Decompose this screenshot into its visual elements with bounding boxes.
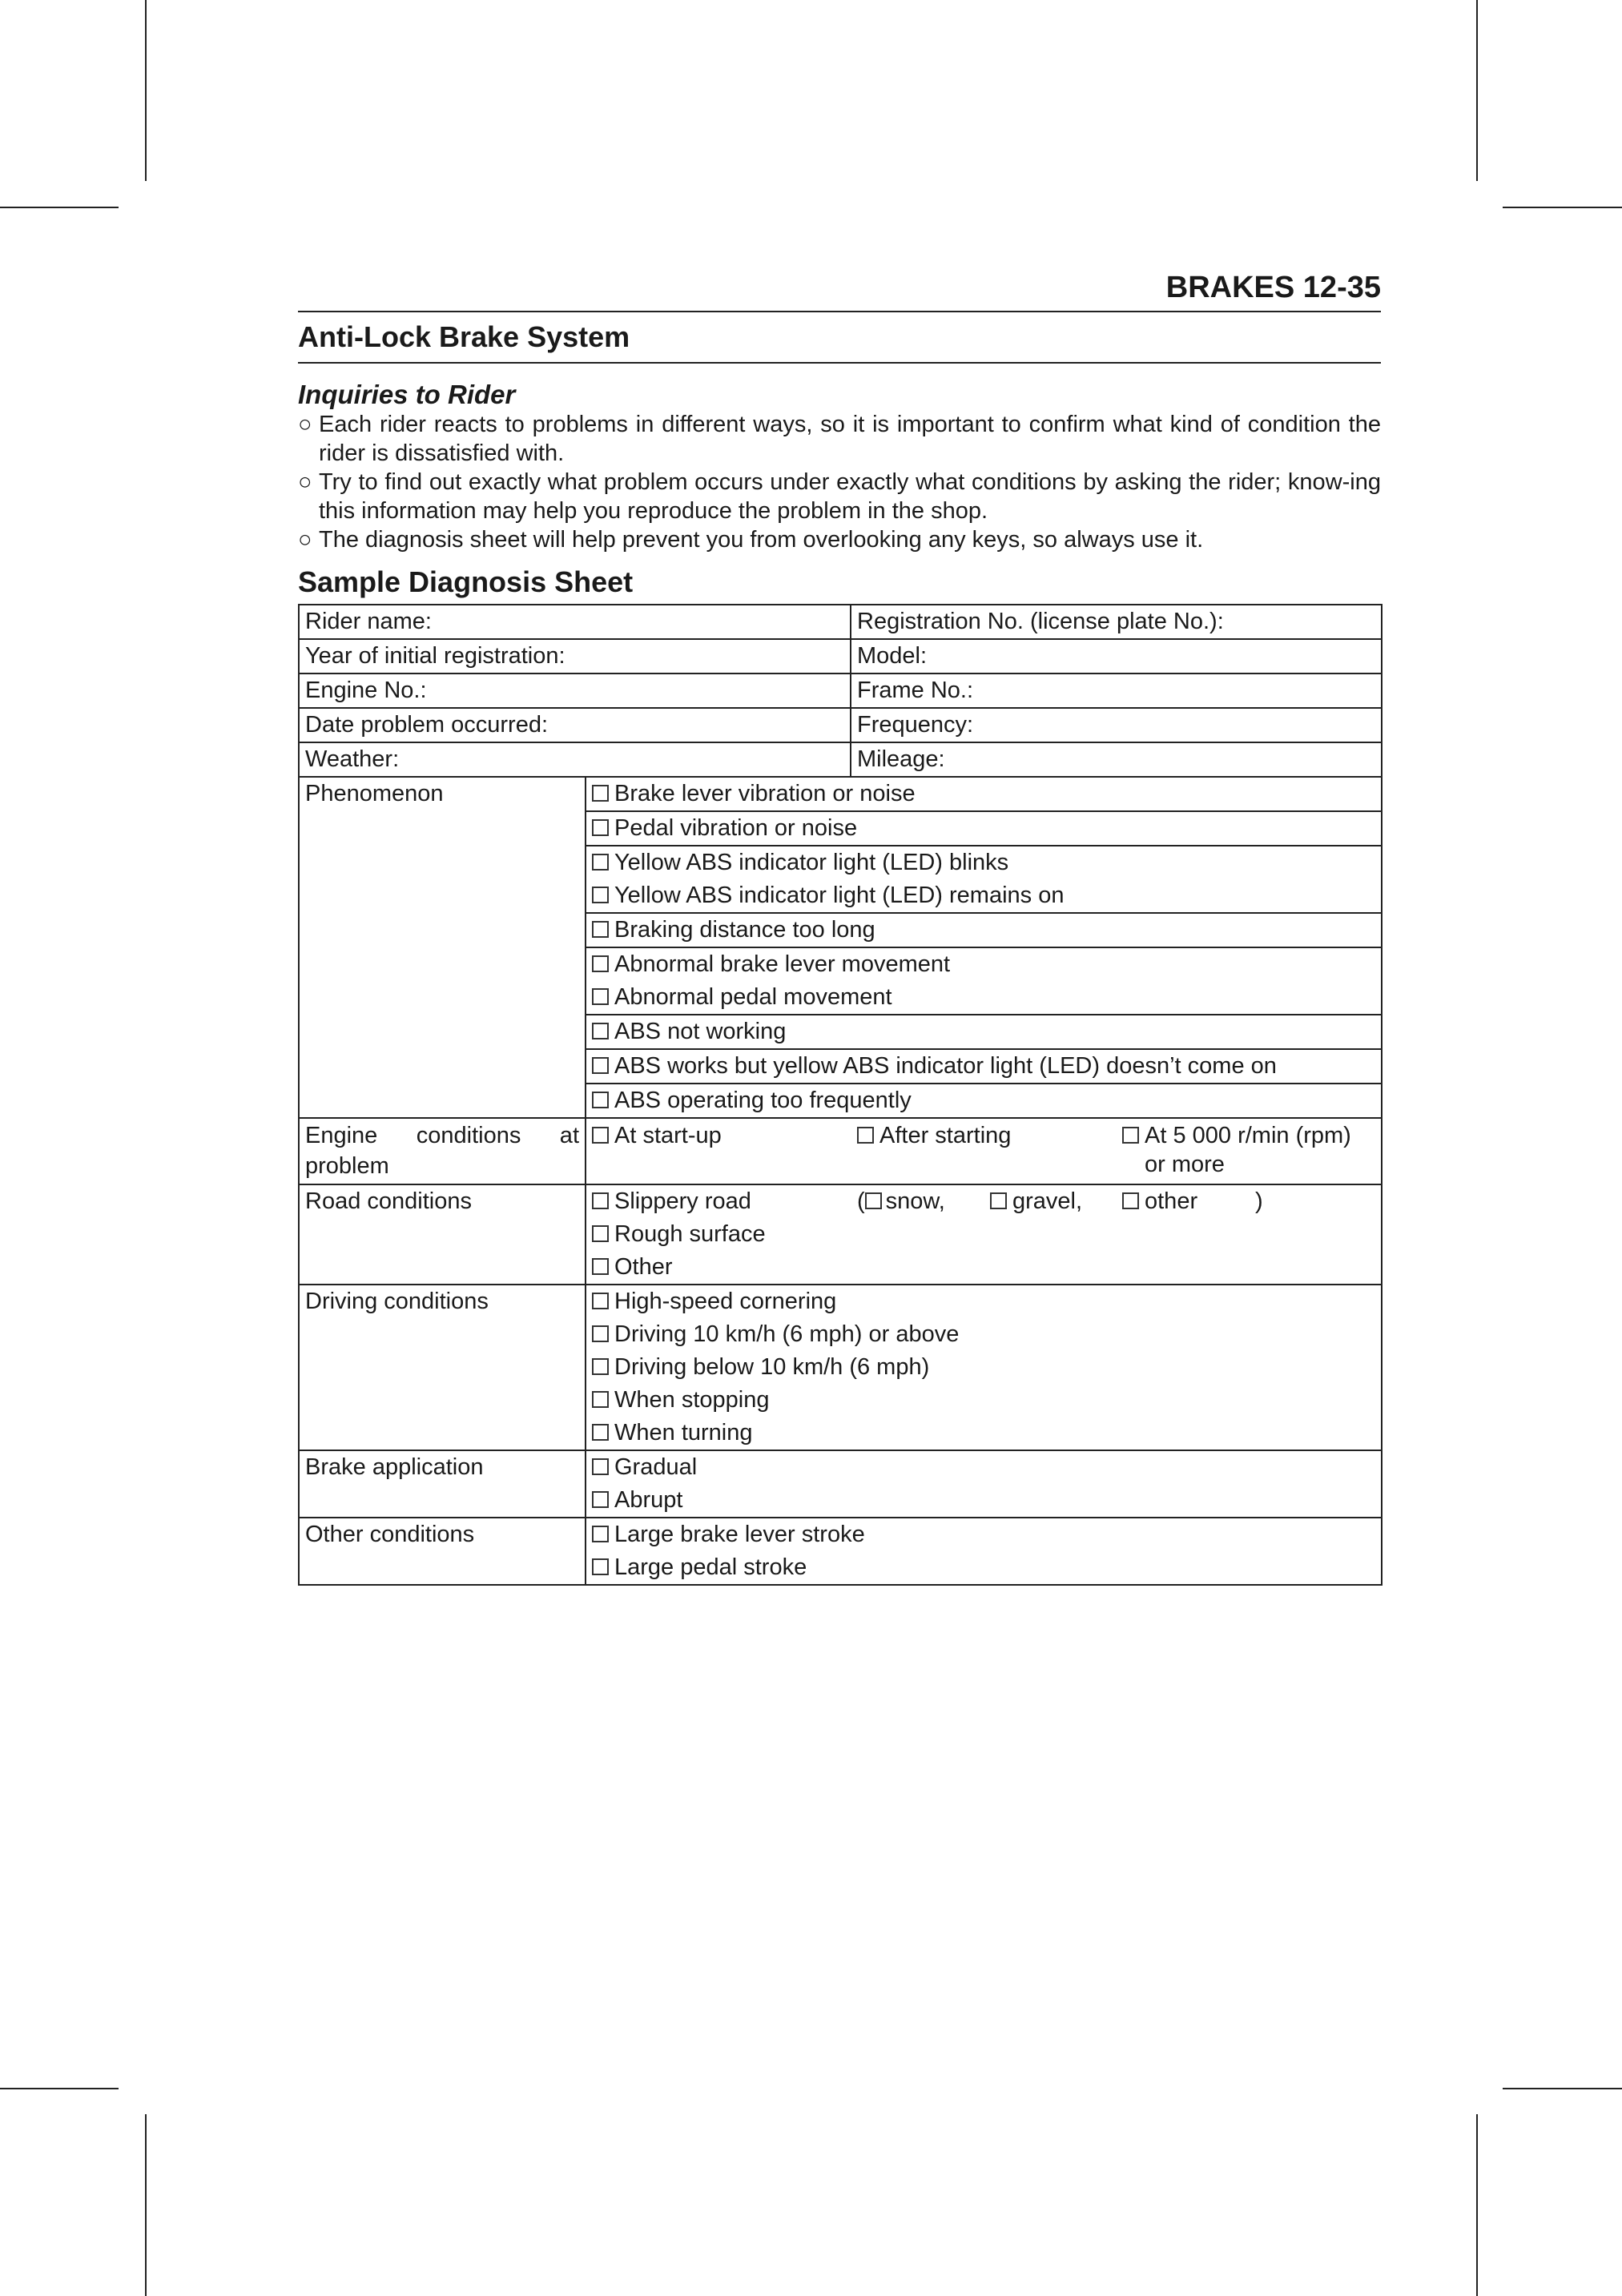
phenomenon-options [586, 777, 1382, 1118]
phenomenon-option[interactable]: Yellow ABS indicator light (LED) remains on [592, 879, 1375, 912]
brake-application-row [299, 1450, 1382, 1518]
page-label: BRAKES 12-35 [1165, 271, 1381, 304]
other-conditions-label: Other conditions [299, 1518, 586, 1585]
crop-mark [145, 0, 147, 181]
road-conditions-row [299, 1184, 1382, 1285]
crop-mark [0, 207, 119, 208]
inquiries-title: Inquiries to Rider [298, 380, 516, 409]
date-occurred-field[interactable]: Date problem occurred: [299, 708, 851, 742]
checkbox-icon[interactable] [592, 887, 609, 903]
road-conditions-label: Road conditions [299, 1184, 586, 1285]
initial-registration-field[interactable]: Year of initial registration: [299, 639, 851, 674]
crop-mark [1476, 2114, 1478, 2296]
engine-conditions-row [299, 1118, 1382, 1184]
info-row [299, 674, 1382, 708]
checkbox-icon[interactable] [592, 1491, 609, 1508]
manual-page [298, 264, 1381, 1586]
road-sub-gravel[interactable]: gravel, [990, 1185, 1122, 1218]
engine-option-startup[interactable]: At start-up [592, 1119, 857, 1182]
other-conditions-options [586, 1518, 1382, 1585]
checkbox-icon[interactable] [1122, 1192, 1139, 1209]
driving-conditions-row [299, 1285, 1382, 1450]
checkbox-icon[interactable] [592, 1558, 609, 1575]
crop-mark [1503, 207, 1622, 208]
brake-option[interactable]: Gradual [592, 1451, 1375, 1484]
checkbox-icon[interactable] [592, 1424, 609, 1441]
checkbox-icon[interactable] [857, 1127, 874, 1144]
phenomenon-option[interactable]: Abnormal brake lever movement [592, 948, 1375, 981]
road-paren-close: ) [1255, 1188, 1263, 1214]
phenomenon-option[interactable]: Braking distance too long [592, 914, 1375, 947]
road-option-rough[interactable]: Rough surface [592, 1218, 1375, 1251]
engine-option-after-starting[interactable]: After starting [857, 1119, 1122, 1182]
other-option[interactable]: Large brake lever stroke [592, 1518, 1375, 1551]
checkbox-icon[interactable] [592, 1057, 609, 1074]
road-option-other[interactable]: Other [592, 1251, 1375, 1284]
inquiry-bullet: ○ The diagnosis sheet will help prevent you from overlooking any keys, so always use it. [298, 527, 1204, 553]
rider-name-field[interactable]: Rider name: [299, 605, 851, 639]
info-row [299, 742, 1382, 777]
frame-no-field[interactable]: Frame No.: [851, 674, 1382, 708]
weather-field[interactable]: Weather: [299, 742, 851, 777]
brake-application-options [586, 1450, 1382, 1518]
driving-option[interactable]: Driving below 10 km/h (6 mph) [592, 1351, 1375, 1384]
inquiry-bullet: ○ Each rider reacts to problems in different ways, so it is important to confirm what kind of condition the rider is dissatisfied with. [298, 412, 1381, 466]
checkbox-icon[interactable] [592, 988, 609, 1005]
section-rule [298, 362, 1381, 364]
crop-mark [0, 2088, 119, 2089]
road-sub-snow[interactable]: ( snow, [857, 1188, 945, 1214]
info-row [299, 708, 1382, 742]
info-row [299, 639, 1382, 674]
phenomenon-row [299, 777, 1382, 1118]
phenomenon-option[interactable]: Pedal vibration or noise [592, 812, 1375, 845]
checkbox-icon[interactable] [990, 1192, 1007, 1209]
checkbox-icon[interactable] [865, 1192, 882, 1209]
bullet-mark: ○ [298, 469, 312, 495]
engine-no-field[interactable]: Engine No.: [299, 674, 851, 708]
engine-option-high-rpm[interactable]: At 5 000 r/min (rpm) or more [1122, 1119, 1375, 1182]
checkbox-icon[interactable] [592, 1127, 609, 1144]
checkbox-icon[interactable] [592, 854, 609, 871]
phenomenon-option[interactable]: ABS not working [592, 1015, 1375, 1048]
checkbox-icon[interactable] [592, 955, 609, 972]
model-field[interactable]: Model: [851, 639, 1382, 674]
checkbox-icon[interactable] [592, 785, 609, 802]
road-conditions-options [586, 1184, 1382, 1285]
engine-conditions-label: Engine conditions at problem [299, 1118, 586, 1184]
phenomenon-option[interactable]: ABS operating too frequently [592, 1084, 1375, 1117]
phenomenon-option[interactable]: Yellow ABS indicator light (LED) blinks [592, 846, 1375, 879]
checkbox-icon[interactable] [1122, 1127, 1139, 1144]
other-conditions-row [299, 1518, 1382, 1585]
road-option-slippery[interactable]: Slippery road [592, 1185, 857, 1218]
phenomenon-option[interactable]: ABS works but yellow ABS indicator light (LED) doesn’t come on [592, 1050, 1375, 1083]
mileage-field[interactable]: Mileage: [851, 742, 1382, 777]
brake-application-label: Brake application [299, 1450, 586, 1518]
other-option[interactable]: Large pedal stroke [592, 1551, 1375, 1584]
road-sub-other[interactable]: other [1122, 1185, 1255, 1218]
driving-conditions-label: Driving conditions [299, 1285, 586, 1450]
crop-mark [145, 2114, 147, 2296]
driving-option[interactable]: High-speed cornering [592, 1285, 1375, 1318]
driving-option[interactable]: When turning [592, 1417, 1375, 1450]
driving-option[interactable]: Driving 10 km/h (6 mph) or above [592, 1318, 1375, 1351]
checkbox-icon[interactable] [592, 1092, 609, 1108]
brake-option[interactable]: Abrupt [592, 1484, 1375, 1517]
bullet-mark: ○ [298, 412, 312, 437]
bullet-mark: ○ [298, 527, 312, 553]
driving-option[interactable]: When stopping [592, 1384, 1375, 1417]
engine-conditions-options [586, 1118, 1382, 1184]
checkbox-icon[interactable] [592, 921, 609, 938]
checkbox-icon[interactable] [592, 1391, 609, 1408]
checkbox-icon[interactable] [592, 1023, 609, 1039]
phenomenon-option[interactable]: Brake lever vibration or noise [592, 778, 1375, 810]
checkbox-icon[interactable] [592, 819, 609, 836]
registration-field[interactable]: Registration No. (license plate No.): [851, 605, 1382, 639]
diagnosis-sheet-table [298, 604, 1383, 1586]
phenomenon-label: Phenomenon [299, 777, 586, 1118]
inquiry-bullet: ○ Try to find out exactly what problem occurs under exactly what conditions by asking the rider; know-ing this information may help you reproduce the problem in the shop. [298, 469, 1381, 524]
sheet-title: Sample Diagnosis Sheet [298, 565, 634, 598]
checkbox-icon[interactable] [592, 1258, 609, 1275]
page-header [298, 264, 1381, 311]
checkbox-icon[interactable] [592, 1192, 609, 1209]
section-title: Anti-Lock Brake System [298, 320, 630, 353]
driving-conditions-options [586, 1285, 1382, 1450]
checkbox-icon[interactable] [592, 1526, 609, 1542]
frequency-field[interactable]: Frequency: [851, 708, 1382, 742]
phenomenon-option[interactable]: Abnormal pedal movement [592, 981, 1375, 1014]
info-row [299, 605, 1382, 639]
crop-mark [1503, 2088, 1622, 2089]
checkbox-icon[interactable] [592, 1325, 609, 1342]
checkbox-icon[interactable] [592, 1225, 609, 1242]
checkbox-icon[interactable] [592, 1458, 609, 1475]
crop-mark [1476, 0, 1478, 181]
checkbox-icon[interactable] [592, 1358, 609, 1375]
checkbox-icon[interactable] [592, 1293, 609, 1309]
